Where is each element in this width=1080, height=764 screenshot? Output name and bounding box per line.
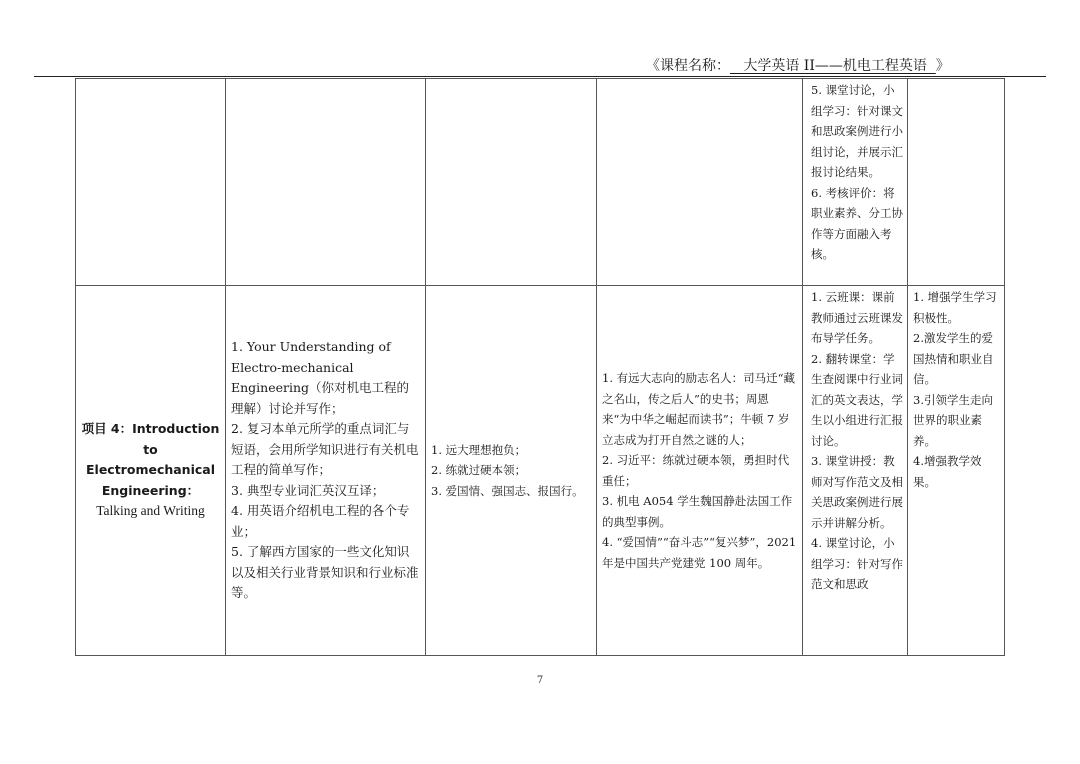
objective-item: 3. 典型专业词汇英汉互译；: [231, 482, 385, 498]
method-item: 2. 翻转课堂：学生查阅课中行业词汇的英文表达，学生以小组进行汇报讨论。: [811, 351, 903, 448]
objective-item: 1. Your Understanding of Electro-mechanical Engineering（你对机电工程的理解）讨论并写作；: [231, 339, 410, 416]
cell-project: [76, 286, 226, 656]
cell-methods: [803, 286, 908, 656]
case-item: 1. 有远大志向的励志名人：司马迁“藏之名山，传之后人”的史书；周恩来“为中华之崛起而读书”；牛顿 7 岁立志成为打开自然之谜的人；: [602, 371, 796, 447]
case-item: 3. 机电 A054 学生魏国静赴法国工作的典型事例。: [602, 494, 793, 529]
element-item: 3. 爱国情、强国志、报国行。: [431, 483, 584, 498]
table-row: [76, 79, 1005, 286]
case-item: 4. “爱国情”“奋斗志”“复兴梦”，2021 年是中国共产党建党 100 周年。: [602, 535, 797, 570]
header-rule: [34, 76, 1046, 77]
element-item: 2. 练就过硬本领；: [431, 463, 527, 478]
effect-item: 1. 增强学生学习积极性。: [913, 290, 997, 325]
method-item: 3. 课堂讲授：教师对写作范文及相关思政案例进行展示并讲解分析。: [811, 454, 903, 530]
cell-cases: [597, 79, 803, 286]
cell-ideological-elements: [426, 286, 597, 656]
method-item: 4. 课堂讨论，小组学习：针对写作范文和思政: [811, 536, 903, 591]
page-number: 7: [536, 675, 544, 686]
table-row: [76, 286, 1005, 656]
objective-item: 5. 了解西方国家的一些文化知识以及相关行业背景知识和行业标准等。: [231, 544, 419, 601]
project-subtitle: Talking and Writing: [96, 503, 205, 519]
cell-effects: [908, 286, 1005, 656]
objective-item: 2. 复习本单元所学的重点词汇与短语，会用所学知识进行有关机电工程的简单写作；: [231, 421, 419, 478]
case-item: 2. 习近平：练就过硬本领，勇担时代重任；: [602, 453, 790, 488]
cell-cases: [597, 286, 803, 656]
cell-ideological-elements: [426, 79, 597, 286]
cell-objectives: [226, 79, 426, 286]
cell-project: [76, 79, 226, 286]
effect-item: 3.引领学生走向世界的职业素养。: [913, 392, 993, 448]
project-title: 项目 4：Introduction to Electromechanical Engineering：: [81, 421, 220, 498]
course-name: 大学英语 II——机电工程英语: [730, 58, 936, 74]
course-design-table: [75, 78, 1005, 656]
method-item: 5. 课堂讨论，小组学习：针对课文和思政案例进行小组讨论，并展示汇报讨论结果。: [811, 83, 903, 179]
page-header: [646, 56, 986, 76]
element-item: 1. 远大理想抱负；: [431, 442, 527, 457]
cell-effects: [908, 79, 1005, 286]
effect-item: 2.激发学生的爱国热情和职业自信。: [913, 331, 994, 386]
cell-objectives: [226, 286, 426, 656]
cell-methods: [803, 79, 908, 286]
header-label: 《课程名称：: [646, 58, 730, 74]
objective-item: 4. 用英语介绍机电工程的各个专业；: [231, 503, 410, 539]
method-item: 6. 考核评价：将职业素养、分工协作等方面融入考核。: [811, 185, 903, 261]
method-item: 1. 云班课：课前教师通过云班课发布导学任务。: [811, 290, 903, 345]
header-close: 》: [935, 58, 950, 74]
effect-item: 4.增强教学效果。: [913, 454, 982, 489]
